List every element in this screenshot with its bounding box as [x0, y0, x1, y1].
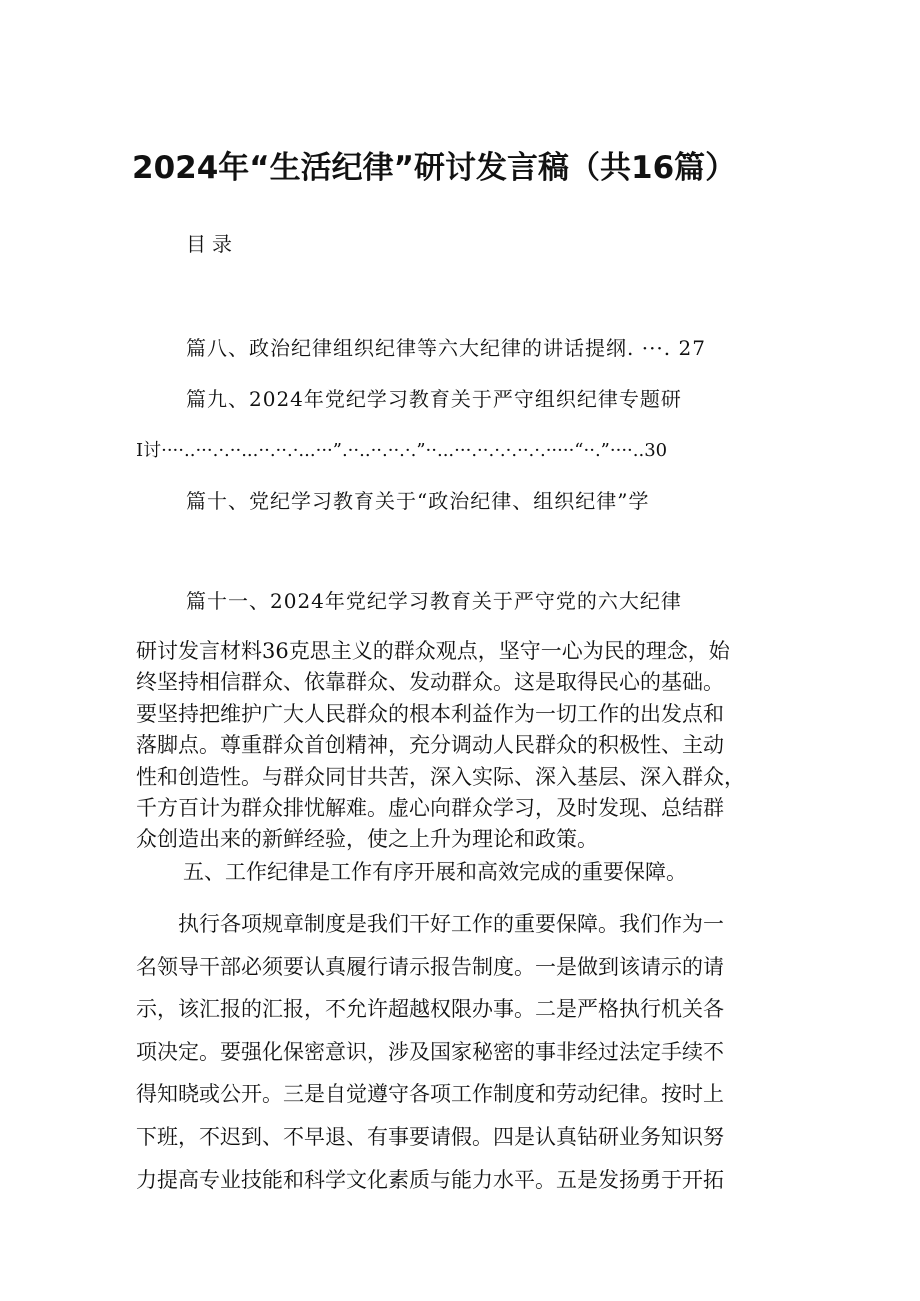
paragraph-work-discipline	[136, 903, 786, 1201]
paragraph-line: 性和创造性。与群众同甘共苦，深入实际、深入基层、深入群众，	[136, 764, 745, 789]
paragraph-line: 项决定。要强化保密意识，涉及国家秘密的事非经过法定手续不	[136, 1039, 724, 1064]
toc-entry-11: 篇十一、2024年党纪学习教育关于严守党的六大纪律	[186, 589, 682, 613]
toc-entry-8: 篇八、政治纪律组织纪律等六大纪律的讲话提纲. ···. 27	[186, 336, 706, 360]
paragraph-line: 名领导干部必须要认真履行请示报告制度。一是做到该请示的请	[136, 954, 724, 979]
section-heading-work-discipline: 五、工作纪律是工作有序开展和高效完成的重要保障。	[183, 860, 687, 884]
toc-entry-9: 篇九、2024年党纪学习教育关于严守组织纪律专题研	[186, 387, 682, 411]
toc-heading: 目录	[186, 232, 238, 256]
paragraph-line: 研讨发言材料36克思主义的群众观点，坚守一心为民的理念，始	[136, 639, 730, 663]
paragraph-line: 示，该汇报的汇报，不允许超越权限办事。二是严格执行机关各	[136, 997, 724, 1022]
paragraph-masses	[136, 636, 786, 856]
paragraph-line: 力提高专业技能和科学文化素质与能力水平。五是发扬勇于开拓	[136, 1167, 724, 1192]
paragraph-line: 下班，不迟到、不早退、有事要请假。四是认真钻研业务知识努	[136, 1124, 724, 1149]
paragraph-line: 终坚持相信群众、依靠群众、发动群众。这是取得民心的基础。	[136, 670, 724, 695]
paragraph-line: 要坚持把维护广大人民群众的根本利益作为一切工作的出发点和	[136, 701, 724, 726]
paragraph-line: 众创造出来的新鲜经验，使之上升为理论和政策。	[136, 827, 598, 852]
paragraph-line: 得知晓或公开。三是自觉遵守各项工作制度和劳动纪律。按时上	[136, 1082, 724, 1107]
document-title: 2024年“生活纪律”研讨发言稿（共16篇）	[132, 150, 737, 186]
toc-entry-9-continuation: I讨····..···.·.··...··.··.·...···”.··..··.··.·.”··...···.··.·.·.··.·.·····“··.”····..30	[136, 440, 668, 461]
paragraph-line: 执行各项规章制度是我们干好工作的重要保障。我们作为一	[178, 912, 724, 936]
toc-entry-10: 篇十、党纪学习教育关于“政治纪律、组织纪律”学	[186, 489, 650, 513]
paragraph-line: 落脚点。尊重群众首创精神，充分调动人民群众的积极性、主动	[136, 733, 724, 758]
paragraph-line: 千方百计为群众排忧解难。虚心向群众学习，及时发现、总结群	[136, 796, 724, 821]
